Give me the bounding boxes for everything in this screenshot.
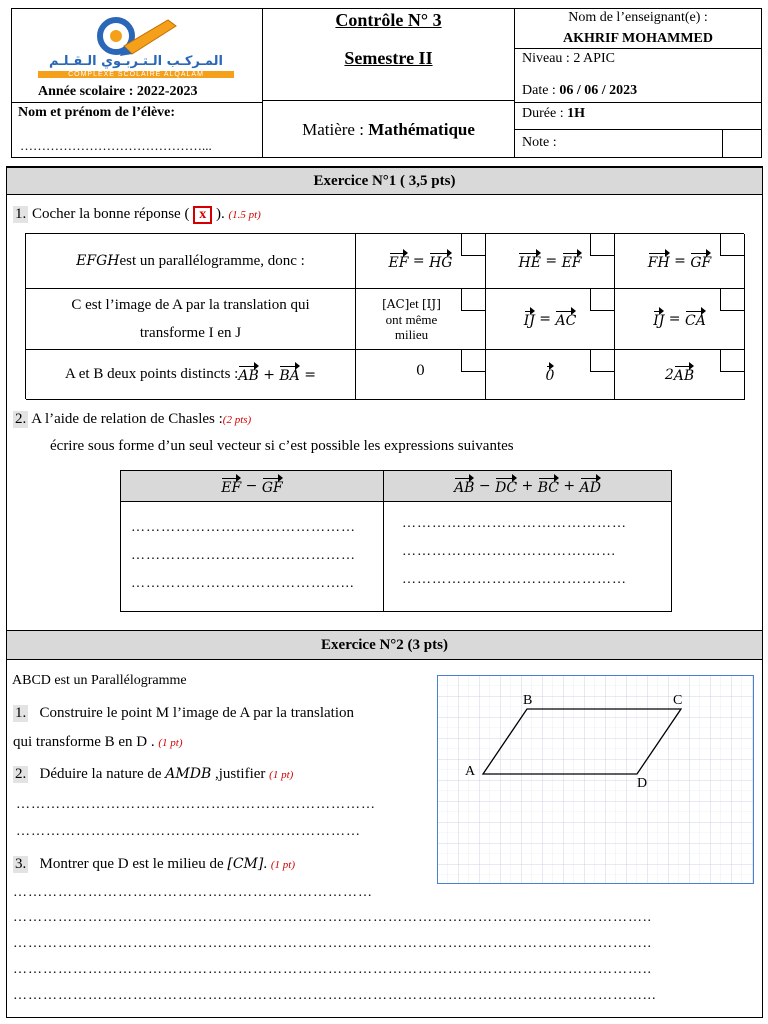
vec-ef: EF <box>389 252 409 271</box>
qcm-row2-label: C est l’image de A par la translation qui transforme I en J <box>26 289 356 350</box>
point-label-b: B <box>523 693 533 708</box>
qcm-option[interactable] <box>356 350 486 400</box>
parallelogram-grid <box>437 675 754 884</box>
semester-title: Semestre II <box>344 48 433 68</box>
vec-ca: CA <box>685 310 706 329</box>
row2-c1-line1 <box>382 296 441 312</box>
chasles-header-right: AB − DC + BC + AD <box>384 471 671 502</box>
subject <box>262 120 515 140</box>
ex2-q1-text-b: qui transforme B en D . <box>13 734 159 750</box>
qcm-table <box>25 233 744 399</box>
answer-line[interactable]: ……………………………………… <box>402 516 627 531</box>
ex2-intro: ABCD est un Parallélogramme <box>12 673 187 688</box>
vec-ba: BA <box>279 365 299 384</box>
note-label: Note : <box>522 135 557 150</box>
question-number: 1. <box>15 206 27 222</box>
checkbox[interactable] <box>590 350 614 372</box>
answer-line[interactable]: ……………………………………………………………… <box>13 885 373 900</box>
point-label-a: A <box>465 764 476 779</box>
zero-value: 0 <box>416 362 425 379</box>
seg-ij: [IJ] <box>421 297 441 311</box>
segment-cm: [CM] <box>227 856 264 872</box>
answer-line[interactable]: ……………………………….…… <box>402 544 617 559</box>
checkbox[interactable] <box>720 350 744 372</box>
vec-he: HE <box>518 252 540 271</box>
ex1-q1-points: (1.5 pt) <box>228 209 261 221</box>
teacher-name: AKHRIF MOHAMMED <box>563 31 713 46</box>
answer-line[interactable]: ……………………………………… <box>131 548 356 563</box>
control-title: Contrôle N° 3 <box>335 10 442 30</box>
x-mark-sample: x <box>193 206 212 224</box>
teacher-label: Nom de l’enseignant(e) : <box>568 10 708 25</box>
question-number: 3. <box>15 856 27 872</box>
answer-line[interactable]: …………………………………………………………… <box>16 824 361 839</box>
ex2-q2-text-a: Déduire la nature de <box>39 766 166 782</box>
ex1-q1-text-b: ). <box>215 206 225 222</box>
ex1-q1-text-a: Cocher la bonne réponse ( <box>32 206 190 222</box>
exercise-2-title: Exercice N°2 (3 pts) <box>7 630 762 660</box>
grid-figure <box>437 675 754 884</box>
subject-value: Mathématique <box>368 120 475 139</box>
qcm-option[interactable]: FH = GF <box>615 234 745 289</box>
vec-zero: 0 <box>546 365 555 384</box>
answer-line[interactable]: ……………………………………………………………………………………………………………….. <box>13 962 652 977</box>
qcm-option[interactable]: EF = HG <box>356 234 486 289</box>
vec-gf: GF <box>690 252 711 271</box>
vec-fh: FH <box>648 252 670 271</box>
checkbox[interactable] <box>590 289 614 311</box>
header-divider <box>11 102 263 103</box>
point-label-d: D <box>637 776 648 791</box>
vec-ad: AD <box>580 477 601 496</box>
header-divider <box>514 102 762 103</box>
duration-label: Durée : <box>522 106 568 121</box>
seg-ac: [AC] <box>382 297 410 311</box>
duration-value: 1H <box>567 106 585 121</box>
qcm-option[interactable]: IJ = AC <box>486 289 615 350</box>
answer-line[interactable]: ……………………………………………………………… <box>16 797 376 812</box>
ex2-q3-points: (1 pt) <box>270 859 295 871</box>
amdb-math: AMDB <box>165 766 212 782</box>
school-logo <box>36 16 236 82</box>
ex2-q2-points: (1 pt) <box>269 769 294 781</box>
subject-label: Matière : <box>302 120 369 139</box>
qcm-option[interactable] <box>615 350 745 400</box>
student-name-field[interactable]: ……………………………………... <box>20 138 212 153</box>
answer-line[interactable]: ……………………………………… <box>131 520 356 535</box>
vec-ef: EF <box>221 477 241 496</box>
chasles-table <box>120 470 672 612</box>
efgh-math: EFGH <box>76 253 120 269</box>
question-number: 2. <box>15 766 27 782</box>
vec-ac: AC <box>555 310 576 329</box>
student-name-label: Nom et prénom de l’élève: <box>18 105 176 120</box>
ex2-q3 <box>13 856 295 873</box>
vec-ab: AB <box>454 477 474 496</box>
checkbox[interactable] <box>590 234 614 256</box>
date-value: 06 / 06 / 2023 <box>559 83 638 98</box>
qcm-option[interactable] <box>356 289 486 350</box>
row3-label-text: A et B deux points distincts : <box>65 366 239 382</box>
answer-line[interactable]: ……………………………………………………………………………………………………………….. <box>13 910 652 925</box>
chasles-answer-left[interactable] <box>121 502 384 611</box>
ex2-q1 <box>13 705 354 722</box>
coef-two: 2 <box>664 366 674 383</box>
question-number: 1. <box>15 705 27 721</box>
point-label-c: C <box>673 693 683 708</box>
header-divider <box>514 48 762 49</box>
row1-label-text: est un parallélogramme, donc : <box>119 252 305 269</box>
vec-bc: BC <box>538 477 559 496</box>
vec-ef: EF <box>562 252 582 271</box>
checkbox[interactable] <box>720 234 744 256</box>
vec-gf: GF <box>262 477 283 496</box>
school-year: Année scolaire : 2022-2023 <box>38 84 198 99</box>
qcm-option[interactable]: IJ = CA <box>615 289 745 350</box>
ex1-q2-points: (2 pts) <box>222 414 252 426</box>
date-label: Date : <box>522 83 560 98</box>
ex2-q2-text-b: ,justifier <box>211 766 266 782</box>
note-field[interactable] <box>723 130 761 157</box>
ex2-q1-text-a: Construire le point M l’image de A par la translation <box>39 705 355 721</box>
ex1-q2-text: A l’aide de relation de Chasles : <box>31 411 223 427</box>
logo-latin-text: COMPLEXE SCOLAIRE ALQALAM <box>38 71 234 78</box>
vec-ab: AB <box>674 365 694 384</box>
checkbox[interactable] <box>461 289 485 311</box>
ex2-q1-points: (1 pt) <box>158 737 183 749</box>
niveau: Niveau : 2 APIC <box>522 51 615 66</box>
question-number: 2. <box>15 411 27 427</box>
checkbox[interactable] <box>461 350 485 372</box>
chasles-answer-right[interactable] <box>384 502 671 611</box>
row2-c1-et: et <box>409 296 422 311</box>
checkbox[interactable] <box>461 234 485 256</box>
vec-ij: IJ <box>524 310 535 329</box>
answer-line[interactable]: ……………………………………… <box>402 572 627 587</box>
answer-line[interactable]: ………………………………………………………………………………………………………………... <box>13 988 657 1003</box>
vec-dc: DC <box>495 477 517 496</box>
vec-ij: IJ <box>653 310 664 329</box>
ex2-q1-line2 <box>13 734 183 751</box>
row2-c1-text: ont même milieu <box>385 312 438 342</box>
checkbox[interactable] <box>720 289 744 311</box>
ex1-q2 <box>13 411 251 428</box>
exercise-1-title: Exercice N°1 ( 3,5 pts) <box>7 167 762 195</box>
date-field <box>522 83 637 99</box>
ex2-q2 <box>13 766 293 783</box>
qcm-row1-label <box>26 234 356 289</box>
chasles-header-left: EF − GF <box>121 471 384 502</box>
ex2-q3-text-a: Montrer que D est le milieu de <box>39 856 228 872</box>
header-divider <box>262 100 515 101</box>
qcm-option[interactable] <box>486 350 615 400</box>
duration <box>522 106 585 122</box>
qcm-option[interactable]: HE = EF <box>486 234 615 289</box>
qcm-row3-label: A et B deux points distincts : AB + BA = <box>26 350 356 400</box>
ex2-q3-text-b: . <box>263 856 268 872</box>
ex1-q1 <box>13 206 261 224</box>
logo-arabic-text: المـركـب الـتـربـوي الـقـلـم <box>49 54 223 69</box>
ex1-q2-subtext: écrire sous forme d’un seul vecteur si c’est possible les expressions suivantes <box>50 438 514 454</box>
vec-hg: HG <box>429 252 452 271</box>
answer-line[interactable]: ……………………………………………………………………………………………………………….. <box>13 936 652 951</box>
answer-line[interactable]: ……………………………………... <box>131 576 355 591</box>
vec-ab: AB <box>238 365 258 384</box>
